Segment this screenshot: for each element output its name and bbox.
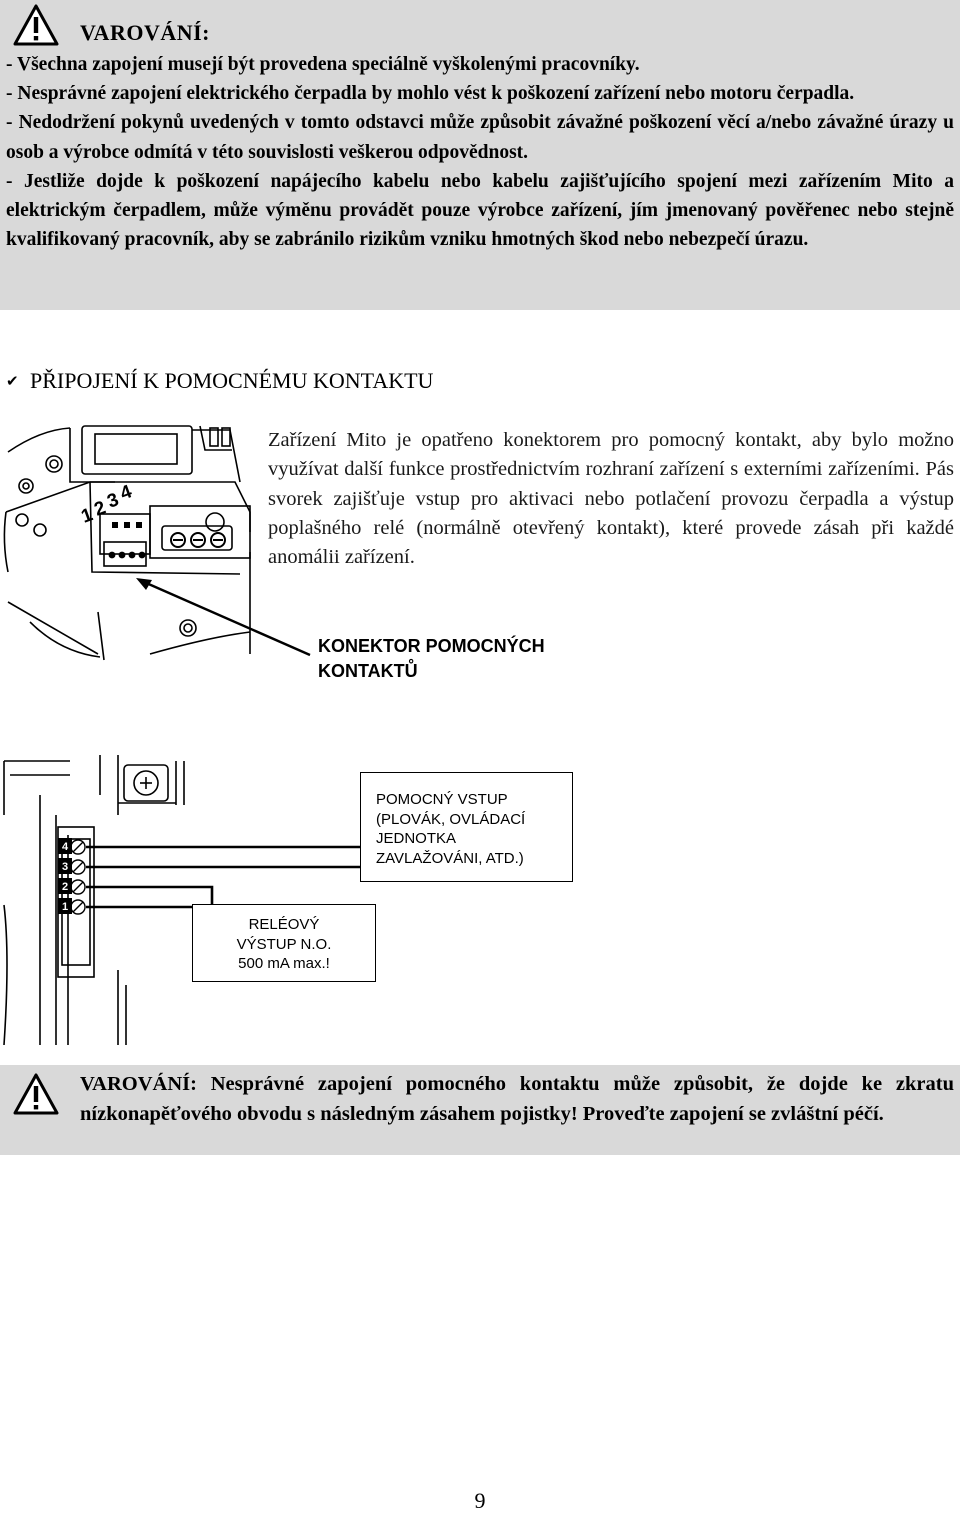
caption-line: KONTAKTŮ — [318, 661, 418, 681]
terminal-number: 1 — [78, 504, 96, 528]
checkmark-icon: ✔ — [6, 372, 19, 390]
warning-item: - Všechna zapojení musejí být provedena speciálně vyškolenými pracovníky. — [6, 54, 640, 75]
warning-bottom-text — [80, 1070, 954, 1129]
relay-output-label-box — [192, 904, 376, 982]
warning-triangle-icon — [12, 1072, 60, 1116]
page-number: 9 — [474, 1488, 486, 1513]
terminal-number: 2 — [91, 497, 109, 521]
section-intro: Zařízení Mito je opatřeno konektorem pro pomocný kontakt, aby bylo možno využívat další funkce prostřednictvím rozhraní zařízení s externími zařízeními. Pás svorek zajišťuje vstup pro aktivaci nebo potlačení provozu čerpadla a výstup poplašného relé (normálně otevřený kontakt), které provede zásah při každé anomálii zařízení. — [268, 429, 954, 569]
connector-caption — [318, 634, 545, 684]
warning-item: - Jestliže dojde k poškození napájecího kabelu nebo kabelu zajišťujícího spojení mezi zařízením Mito a elektrickým čerpadlem, může výměnu provádět pouze výrobce zařízení, jím jmenovaný pověřenec nebo stejně kvalifikovaný pracovník, aby se zabránilo rizikům vzniku hmotných škod nebo nebezpečí úrazu. — [6, 170, 954, 251]
terminal-number: 4 — [61, 841, 69, 853]
label-line: JEDNOTKA — [376, 830, 457, 847]
terminal-number: 3 — [61, 861, 69, 873]
warning-body: Nesprávné zapojení pomocného kontaktu může způsobit, že dojde ke zkratu nízkonapěťového obvodu s následným zásahem pojistky! Proveďte zapojení se zvláštní péčí. — [80, 1073, 955, 1125]
warning-item: - Nedodržení pokynů uvedených v tomto odstavci může způsobit závažné poškození věcí a/nebo závažné úrazy u osob a výrobce odmítá v této souvislosti veškerou odpovědnost. — [6, 112, 954, 163]
warning-item: - Nesprávné zapojení elektrického čerpadla by mohlo vést k poškození zařízení nebo motoru čerpadla. — [6, 83, 855, 105]
terminal-number: 3 — [104, 489, 122, 513]
section-heading-text: PŘIPOJENÍ K POMOCNÉMU KONTAKTU — [30, 368, 434, 393]
terminal-number: 4 — [117, 481, 135, 505]
label-line: VÝSTUP N.O. — [236, 935, 332, 953]
warning-title: VAROVÁNÍ: — [80, 20, 210, 45]
label-line: (PLOVÁK, OVLÁDACÍ — [376, 810, 526, 828]
label-line: ZAVLAŽOVÁNI, ATD.) — [376, 849, 524, 867]
warning-title: VAROVÁNÍ: — [80, 1073, 197, 1095]
terminal-number: 2 — [61, 881, 69, 893]
label-line: RELÉOVÝ — [248, 916, 320, 933]
auxiliary-input-label-box — [360, 772, 573, 882]
terminal-number: 1 — [61, 901, 69, 913]
label-line: POMOCNÝ VSTUP — [376, 791, 508, 808]
caption-line: KONEKTOR POMOCNÝCH — [318, 636, 545, 656]
label-line: 500 mA max.! — [238, 955, 330, 972]
